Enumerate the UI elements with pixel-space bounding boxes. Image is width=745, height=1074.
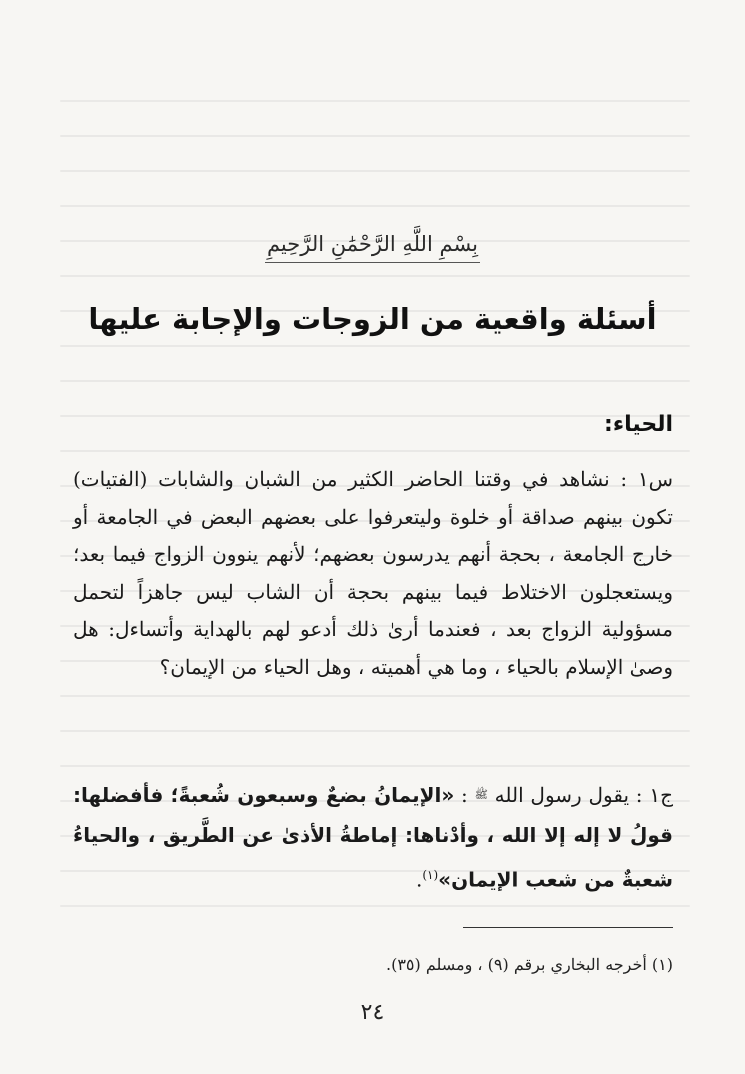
salutation-glyph: ﷺ xyxy=(474,788,488,801)
question-text: نشاهد في وقتنا الحاضر الكثير من الشبان والشابات (الفتيات) تكون بينهم صداقة أو خلوة وليتعرفوا على بعضهم البعض في الجامعة أو خارج الجامعة ، بحجة أنهم يدرسون بعضهم؛ لأنهم ينوون الزواج فيما بعد؛ ويستعجلون الاختلاط فيما بينهم بحجة أن الشاب ليس جاهزاً لتحمل مسؤولية الزواج بعد ، فعندما أرىٰ ذلك أدعو لهم بالهداية وأتساءل: هل وصىٰ الإسلام بالحياء ، وما هي أهميته ، وهل الحياء من الإيمان؟ xyxy=(73,467,673,679)
basmala-underline xyxy=(265,262,480,263)
question-paragraph xyxy=(73,461,673,686)
hadith-text: «الإيمانُ بضعٌ وسبعون شُعبةً؛ فأفضلها: قولُ لا إله إلا الله ، وأدْناها: إماطةُ الأذىٰ عن الطَّريق ، والحياءُ شعبةٌ من شعب الإيمان» xyxy=(73,783,673,892)
question-label: س١ : xyxy=(620,467,673,491)
section-heading: الحياء: xyxy=(604,412,673,437)
basmala: بِسْمِ اللَّهِ الرَّحْمَٰنِ الرَّحِيمِ xyxy=(266,232,479,256)
answer-label: ج١ : xyxy=(635,783,673,807)
answer-end: . xyxy=(415,867,423,892)
page-number: ٢٤ xyxy=(360,1000,385,1025)
answer-paragraph: ج١ : يقول رسول الله $^ﷺ$ : «الإيمانُ بضعٌ وسبعون شُعبةً؛ فأفضلها: قولُ لا إله إلا الله ، وأدْناها: إماطةُ الأذىٰ عن الطَّريق ، والحياءُ شعبةٌ من شعب الإيمان»$^{(١)}$. xyxy=(73,783,673,892)
footnote: (١) أخرجه البخاري برقم (٩) ، ومسلم (٣٥). xyxy=(385,955,673,974)
chapter-title: أسئلة واقعية من الزوجات والإجابة عليها xyxy=(88,302,657,336)
footnote-divider xyxy=(463,927,673,928)
footnote-marker: (١) xyxy=(422,868,439,882)
answer-lead: يقول رسول الله xyxy=(494,783,630,807)
